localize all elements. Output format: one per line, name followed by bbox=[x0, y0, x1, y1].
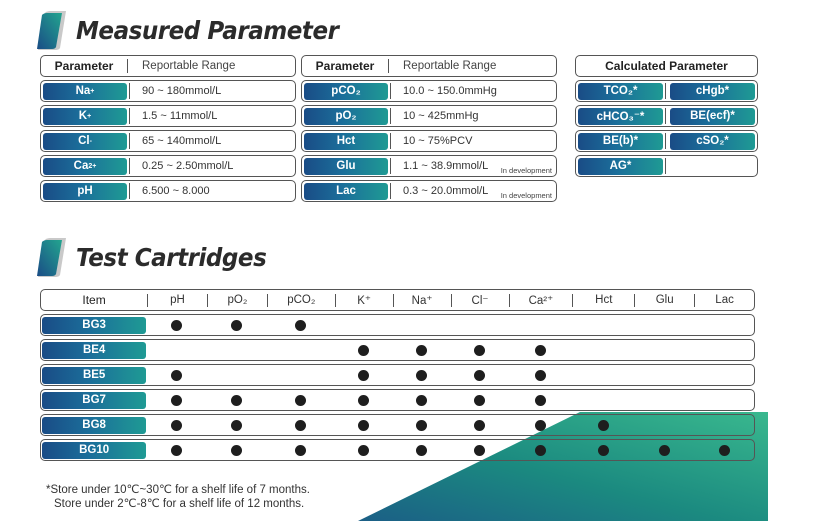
included-dot-icon bbox=[295, 395, 306, 406]
included-dot-icon bbox=[474, 370, 485, 381]
parameter-name bbox=[304, 133, 388, 150]
parameter-charge: 2+ bbox=[88, 162, 97, 170]
cartridge-cell bbox=[451, 390, 508, 410]
col-range-label: Reportable Range bbox=[403, 60, 497, 72]
cartridge-cell bbox=[451, 365, 508, 385]
included-dot-icon bbox=[171, 320, 182, 331]
cartridge-cell bbox=[147, 440, 206, 460]
cartridge-name: BE4 bbox=[42, 342, 146, 359]
parameter-symbol: pO₂ bbox=[335, 110, 357, 122]
included-dot-icon bbox=[295, 420, 306, 431]
parameter-row bbox=[40, 155, 296, 177]
cartridge-cell bbox=[509, 315, 572, 335]
column-header: Lac bbox=[715, 294, 734, 306]
calculated-parameter: TCO₂* bbox=[578, 83, 663, 100]
parameter-range: 90 ~ 180mmol/L bbox=[142, 85, 222, 97]
cartridge-row bbox=[40, 439, 755, 461]
cartridge-cell bbox=[267, 315, 334, 335]
parameter-symbol: Lac bbox=[336, 185, 356, 197]
included-dot-icon bbox=[171, 370, 182, 381]
cartridge-name: BG3 bbox=[42, 317, 146, 334]
included-dot-icon bbox=[231, 445, 242, 456]
col-parameter-label: Parameter bbox=[315, 59, 375, 73]
cartridge-cell bbox=[695, 340, 754, 360]
parameter-charge: + bbox=[90, 87, 95, 95]
cartridge-row bbox=[40, 389, 755, 411]
calculated-parameter: cHCO₃⁻* bbox=[578, 108, 663, 125]
parameter-name bbox=[304, 183, 388, 200]
cartridge-cell bbox=[635, 365, 694, 385]
parameter-charge: + bbox=[87, 112, 92, 120]
column-header: pO₂ bbox=[227, 294, 248, 306]
cartridge-cell bbox=[635, 390, 694, 410]
parameter-range: 0.25 ~ 2.50mmol/L bbox=[142, 160, 234, 172]
calculated-parameter: cHgb* bbox=[670, 83, 755, 100]
included-dot-icon bbox=[598, 420, 609, 431]
parameter-symbol: Glu bbox=[336, 160, 356, 172]
cartridge-name: BE5 bbox=[42, 367, 146, 384]
cartridge-row bbox=[40, 314, 755, 336]
cartridges-title-block bbox=[36, 237, 283, 277]
parameter-row bbox=[301, 80, 557, 102]
calculated-parameter: BE(b)* bbox=[578, 133, 663, 150]
calculated-title: Calculated Parameter bbox=[575, 55, 758, 77]
parameter-symbol: Na bbox=[75, 85, 91, 97]
cartridge-cell bbox=[267, 415, 334, 435]
cartridge-cell bbox=[695, 415, 754, 435]
measured-table-header bbox=[40, 55, 296, 77]
calculated-parameter: cSO₂* bbox=[670, 133, 755, 150]
cartridge-cell bbox=[509, 440, 572, 460]
cartridge-cell bbox=[635, 440, 694, 460]
calculated-parameter: BE(ecf)* bbox=[670, 108, 755, 125]
cartridge-cell bbox=[207, 415, 266, 435]
cartridge-cell bbox=[509, 340, 572, 360]
cartridges-table bbox=[40, 289, 755, 461]
included-dot-icon bbox=[719, 445, 730, 456]
included-dot-icon bbox=[474, 420, 485, 431]
parameter-row bbox=[301, 180, 557, 202]
parameter-name bbox=[43, 83, 127, 100]
cartridge-cell bbox=[509, 415, 572, 435]
parameter-name bbox=[43, 108, 127, 125]
cartridge-cell bbox=[147, 315, 206, 335]
included-dot-icon bbox=[535, 445, 546, 456]
calculated-row bbox=[575, 105, 758, 127]
included-dot-icon bbox=[535, 345, 546, 356]
in-development-note: In development bbox=[500, 166, 552, 175]
column-header: Glu bbox=[655, 294, 674, 306]
cartridge-cell bbox=[451, 315, 508, 335]
parameter-symbol: pH bbox=[77, 185, 93, 197]
included-dot-icon bbox=[416, 445, 427, 456]
parameter-range: 10 ~ 75%PCV bbox=[403, 135, 473, 147]
measured-title-block bbox=[36, 10, 361, 50]
parameter-symbol: pCO₂ bbox=[331, 85, 361, 97]
calculated-row bbox=[575, 80, 758, 102]
cartridge-cell bbox=[695, 315, 754, 335]
cartridge-cell bbox=[335, 415, 392, 435]
parameter-symbol: K bbox=[78, 110, 88, 122]
parameter-range: 65 ~ 140mmol/L bbox=[142, 135, 222, 147]
cartridge-cell bbox=[451, 415, 508, 435]
included-dot-icon bbox=[358, 445, 369, 456]
included-dot-icon bbox=[416, 395, 427, 406]
cartridge-cell bbox=[635, 340, 694, 360]
cartridge-row bbox=[40, 364, 755, 386]
included-dot-icon bbox=[416, 345, 427, 356]
included-dot-icon bbox=[171, 395, 182, 406]
cartridge-cell bbox=[207, 390, 266, 410]
cartridge-cell bbox=[695, 390, 754, 410]
column-header: Cl⁻ bbox=[471, 295, 489, 307]
parameter-row bbox=[301, 130, 557, 152]
column-header: Hct bbox=[595, 294, 613, 306]
parameter-name bbox=[304, 108, 388, 125]
parameter-range: 1.1 ~ 38.9mmol/L bbox=[403, 160, 489, 172]
col-item-label: Item bbox=[82, 293, 106, 307]
included-dot-icon bbox=[535, 395, 546, 406]
cartridge-cell bbox=[695, 440, 754, 460]
cartridge-cell bbox=[635, 315, 694, 335]
parameter-row bbox=[40, 180, 296, 202]
calculated-row bbox=[575, 155, 758, 177]
included-dot-icon bbox=[474, 345, 485, 356]
included-dot-icon bbox=[598, 445, 609, 456]
cartridge-cell bbox=[573, 315, 634, 335]
cartridge-cell bbox=[393, 340, 450, 360]
footnote-line-2: Store under 2℃-8℃ for a shelf life of 12 months. bbox=[54, 498, 305, 510]
cartridge-cell bbox=[207, 340, 266, 360]
measured-table-header bbox=[301, 55, 557, 77]
cartridge-cell bbox=[335, 315, 392, 335]
included-dot-icon bbox=[474, 395, 485, 406]
cartridge-cell bbox=[393, 440, 450, 460]
brand-logo-icon bbox=[36, 10, 68, 50]
cartridge-cell bbox=[147, 390, 206, 410]
cartridge-cell bbox=[335, 440, 392, 460]
cartridge-cell bbox=[147, 340, 206, 360]
measured-table-left bbox=[40, 55, 296, 202]
parameter-symbol: Cl bbox=[78, 135, 90, 147]
cartridge-cell bbox=[573, 390, 634, 410]
cartridge-cell bbox=[451, 440, 508, 460]
included-dot-icon bbox=[535, 370, 546, 381]
cartridge-cell bbox=[267, 340, 334, 360]
cartridge-cell bbox=[573, 415, 634, 435]
parameter-range: 10 ~ 425mmHg bbox=[403, 110, 479, 122]
cartridge-row bbox=[40, 339, 755, 361]
cartridge-row bbox=[40, 414, 755, 436]
parameter-charge: - bbox=[89, 137, 92, 145]
cartridge-cell bbox=[207, 440, 266, 460]
cartridge-cell bbox=[573, 365, 634, 385]
cartridge-cell bbox=[207, 315, 266, 335]
included-dot-icon bbox=[231, 320, 242, 331]
calculated-row bbox=[575, 130, 758, 152]
parameter-range: 10.0 ~ 150.0mmHg bbox=[403, 85, 497, 97]
col-parameter-label: Parameter bbox=[54, 59, 114, 73]
cartridge-cell bbox=[267, 390, 334, 410]
included-dot-icon bbox=[231, 420, 242, 431]
included-dot-icon bbox=[295, 320, 306, 331]
cartridge-cell bbox=[573, 440, 634, 460]
included-dot-icon bbox=[295, 445, 306, 456]
included-dot-icon bbox=[358, 420, 369, 431]
included-dot-icon bbox=[416, 420, 427, 431]
brand-logo-icon bbox=[36, 237, 68, 277]
column-header: K⁺ bbox=[357, 295, 371, 307]
parameter-range: 6.500 ~ 8.000 bbox=[142, 185, 210, 197]
column-header: pCO₂ bbox=[287, 294, 316, 306]
parameter-row bbox=[40, 130, 296, 152]
parameter-name bbox=[43, 158, 127, 175]
cartridge-cell bbox=[509, 390, 572, 410]
parameter-name bbox=[43, 133, 127, 150]
parameter-name bbox=[304, 158, 388, 175]
cartridge-name: BG7 bbox=[42, 392, 146, 409]
column-header: Na⁺ bbox=[411, 295, 433, 307]
parameter-row bbox=[301, 105, 557, 127]
included-dot-icon bbox=[474, 445, 485, 456]
cartridge-cell bbox=[267, 365, 334, 385]
cartridge-cell bbox=[393, 390, 450, 410]
included-dot-icon bbox=[358, 395, 369, 406]
cartridge-cell bbox=[635, 415, 694, 435]
cartridge-cell bbox=[207, 365, 266, 385]
parameter-row bbox=[40, 80, 296, 102]
parameter-name bbox=[43, 183, 127, 200]
in-development-note: In development bbox=[500, 191, 552, 200]
included-dot-icon bbox=[171, 445, 182, 456]
storage-footnote bbox=[46, 483, 310, 511]
cartridges-title: Test Cartridges bbox=[76, 242, 267, 272]
calculated-table bbox=[575, 55, 758, 177]
parameter-symbol: Hct bbox=[336, 135, 356, 147]
measured-table-right bbox=[301, 55, 557, 202]
included-dot-icon bbox=[535, 420, 546, 431]
parameter-row bbox=[301, 155, 557, 177]
cartridge-cell bbox=[393, 415, 450, 435]
cartridge-cell bbox=[147, 415, 206, 435]
cartridge-cell bbox=[451, 340, 508, 360]
parameter-symbol: Ca bbox=[73, 160, 89, 172]
measured-title: Measured Parameter bbox=[76, 15, 339, 45]
cartridges-table-header bbox=[40, 289, 755, 311]
calculated-parameter: AG* bbox=[578, 158, 663, 175]
cartridge-cell bbox=[147, 365, 206, 385]
included-dot-icon bbox=[171, 420, 182, 431]
cartridge-name: BG10 bbox=[42, 442, 146, 459]
included-dot-icon bbox=[358, 345, 369, 356]
cartridge-cell bbox=[335, 340, 392, 360]
parameter-name bbox=[304, 83, 388, 100]
cartridge-name: BG8 bbox=[42, 417, 146, 434]
parameter-range: 1.5 ~ 11mmol/L bbox=[142, 110, 218, 122]
cartridge-cell bbox=[335, 390, 392, 410]
cartridge-cell bbox=[695, 365, 754, 385]
parameter-row bbox=[40, 105, 296, 127]
included-dot-icon bbox=[416, 370, 427, 381]
cartridge-cell bbox=[573, 340, 634, 360]
cartridge-cell bbox=[267, 440, 334, 460]
column-header: Ca²⁺ bbox=[528, 295, 554, 307]
column-header: pH bbox=[170, 294, 185, 306]
cartridge-cell bbox=[393, 315, 450, 335]
cartridge-cell bbox=[509, 365, 572, 385]
included-dot-icon bbox=[231, 395, 242, 406]
included-dot-icon bbox=[659, 445, 670, 456]
col-range-label: Reportable Range bbox=[142, 60, 236, 72]
included-dot-icon bbox=[358, 370, 369, 381]
cartridge-cell bbox=[335, 365, 392, 385]
footnote-line-1: *Store under 10℃~30℃ for a shelf life of 7 months. bbox=[46, 484, 310, 496]
cartridge-cell bbox=[393, 365, 450, 385]
parameter-range: 0.3 ~ 20.0mmol/L bbox=[403, 185, 489, 197]
